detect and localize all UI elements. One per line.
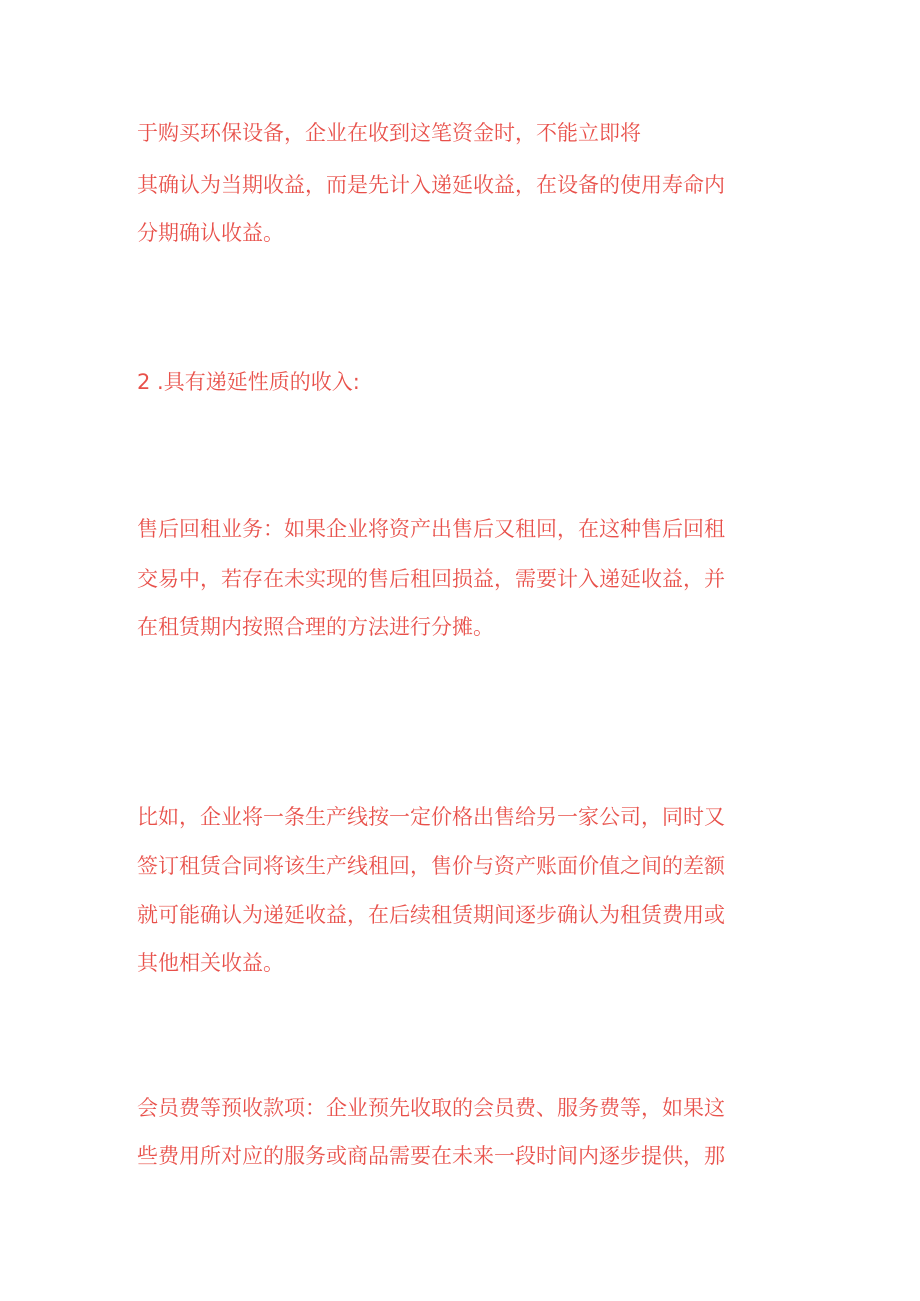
paragraph-1-line-3: 分期确认收益。 — [137, 221, 284, 245]
paragraph-4-line-1: 比如，企业将一条生产线按一定价格出售给另一家公司，同时又 — [137, 805, 725, 829]
paragraph-3-line-3: 在租赁期内按照合理的方法进行分摊。 — [137, 615, 494, 639]
paragraph-4-line-4: 其他相关收益。 — [137, 951, 284, 975]
paragraph-4-line-2: 签订租赁合同将该生产线租回，售价与资产账面价值之间的差额 — [137, 854, 725, 878]
paragraph-3-line-1: 售后回租业务：如果企业将资产出售后又租回，在这种售后回租 — [137, 517, 725, 541]
paragraph-1-line-1: 于购买环保设备，企业在收到这笔资金时，不能立即将 — [137, 121, 641, 145]
paragraph-1-line-2: 其确认为当期收益，而是先计入递延收益，在设备的使用寿命内 — [137, 173, 725, 197]
paragraph-4-line-3: 就可能确认为递延收益，在后续租赁期间逐步确认为租赁费用或 — [137, 903, 725, 927]
section-heading-2: 2 .具有递延性质的收入: — [137, 370, 360, 394]
paragraph-5-line-1: 会员费等预收款项：企业预先收取的会员费、服务费等，如果这 — [137, 1096, 725, 1120]
paragraph-3-line-2: 交易中，若存在未实现的售后租回损益，需要计入递延收益，并 — [137, 567, 725, 591]
paragraph-5-line-2: 些费用所对应的服务或商品需要在未来一段时间内逐步提供，那 — [137, 1144, 725, 1168]
